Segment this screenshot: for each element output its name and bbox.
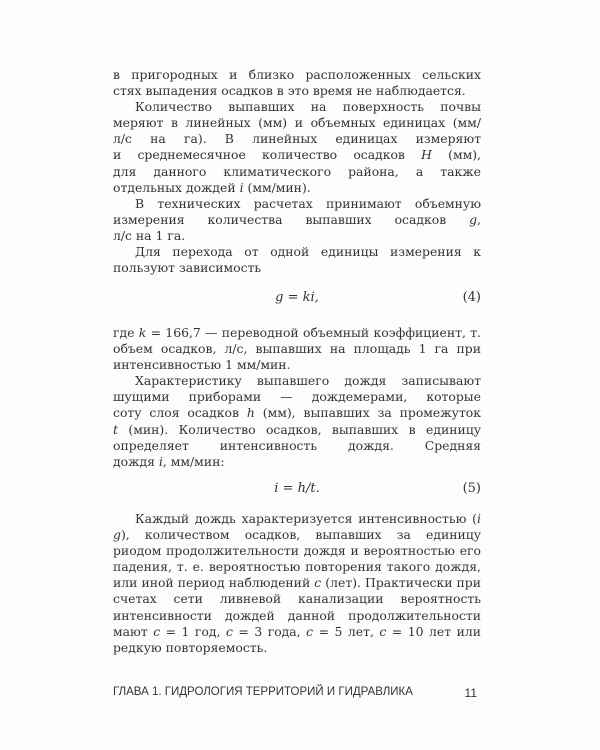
math-variable: g [113, 527, 121, 543]
text-line [113, 341, 481, 357]
text-run: = 3 года, [232, 623, 307, 639]
text-run: редкую повторяемость. [113, 639, 268, 655]
text-run: отдельных дождей [113, 179, 240, 195]
text-run: или иной период наблюдений [113, 575, 315, 591]
text-line [113, 99, 481, 115]
math-variable: h [246, 405, 255, 421]
text-line [113, 373, 481, 389]
text-line [113, 608, 481, 624]
text-line [113, 405, 481, 421]
equation-4 [113, 290, 481, 308]
text-line [113, 244, 481, 260]
text-line [113, 591, 481, 607]
text-run: = 10 лет или [391, 623, 481, 639]
text-run: Характеристику выпавшего дождя записывают [135, 373, 481, 389]
math-variable: H [421, 147, 432, 163]
text-line [113, 325, 481, 341]
text-run: пользуют зависимость [113, 260, 262, 276]
text-line [113, 511, 481, 527]
equation-number: (4) [462, 290, 481, 305]
text-line [113, 640, 481, 656]
text-run: в пригородных и близко расположенных сельских [113, 67, 481, 82]
math-variable: c [153, 623, 161, 639]
text-line [113, 543, 481, 559]
text-run: Для перехода от одной единицы измерения к [135, 244, 481, 260]
text-run: (мм/мин). [243, 179, 311, 195]
text-line [113, 422, 481, 438]
text-run: падения, т. е. вероятностью повторения такого дождя, [113, 559, 481, 575]
text-run: шущими приборами — дождемерами, которые [113, 389, 481, 405]
equation-formula: g = ki, [275, 290, 319, 305]
text-line [113, 67, 481, 83]
paragraph-block-3 [113, 511, 481, 656]
text-run: (мин). Количество осадков, выпавших в единицу [128, 421, 481, 437]
text-run: = 166,7 — переводной объемный коэффициент, т. [150, 325, 481, 340]
running-title: ГЛАВА 1. ГИДРОЛОГИЯ ТЕРРИТОРИЙ И ГИДРАВЛИКА [113, 686, 413, 698]
equation-formula: i = h/t. [274, 481, 320, 496]
text-line [113, 196, 481, 212]
text-run: (мм), [448, 147, 481, 163]
text-run: определяет интенсивность дождя. Средняя [113, 437, 481, 453]
math-variable: c [225, 623, 233, 639]
paragraph-block-1 [113, 67, 481, 276]
text-line [113, 164, 481, 180]
text-run: дождя [113, 453, 159, 469]
text-line [113, 624, 481, 640]
page-number: 11 [464, 686, 477, 700]
text-line [113, 180, 481, 196]
math-variable: c [314, 575, 322, 591]
text-run: измерения количества выпавших осадков [113, 211, 470, 227]
text-run: Количество выпавших на поверхность почвы [135, 99, 481, 115]
text-run: ), количеством осадков, выпавших за единицу [120, 527, 481, 543]
text-run: , [477, 211, 481, 227]
math-variable: g [469, 211, 478, 227]
text-run: стях выпадения осадков в это время не наблюдается. [113, 83, 466, 99]
text-run: для данного климатического района, а также [113, 163, 481, 179]
text-run: (лет). Практически при [325, 575, 481, 591]
text-run: объем осадков, л/с, выпавших на площадь 1 га при [113, 341, 481, 357]
text-line [113, 527, 481, 543]
math-variable: i [158, 453, 163, 469]
text-run: счетах сети ливневой канализации вероятность [113, 591, 481, 607]
text-line [113, 83, 481, 99]
text-line [113, 228, 481, 244]
text-run: Каждый дождь характеризуется интенсивностью ( [135, 511, 478, 526]
text-line [113, 357, 481, 373]
text-run: риодом продолжительности дождя и вероятностью его [113, 543, 481, 559]
math-variable: c [306, 623, 314, 639]
text-run: л/с на га). В линейных единицах измеряют [113, 131, 481, 147]
text-line [113, 115, 481, 131]
text-line [113, 212, 481, 228]
page-footer [113, 686, 481, 698]
text-line [113, 438, 481, 454]
math-variable: k [138, 325, 147, 340]
text-run: где [113, 325, 139, 340]
math-variable: c [379, 623, 387, 639]
text-run: интенсивностью 1 мм/мин. [113, 357, 291, 373]
text-line [113, 389, 481, 405]
text-run: , мм/мин: [162, 453, 225, 469]
text-run: л/с на 1 га. [113, 227, 186, 243]
text-line [113, 147, 481, 163]
text-line [113, 559, 481, 575]
paragraph-block-2 [113, 325, 481, 470]
text-run: интенсивности дождей данной продолжительности [113, 607, 481, 623]
text-line [113, 131, 481, 147]
text-run: и среднемесячное количество осадков [113, 147, 422, 163]
equation-number: (5) [462, 481, 481, 496]
text-run: В технических расчетах принимают объемную [135, 195, 481, 211]
text-run: = 5 лет, [313, 623, 380, 639]
text-run: меряют в линейных (мм) и объемных единицах (мм/ [113, 115, 481, 131]
math-variable: t [113, 421, 118, 437]
math-variable: i [477, 511, 481, 526]
text-line [113, 575, 481, 591]
text-line [113, 260, 481, 276]
equation-5 [113, 481, 481, 499]
text-run: = 1 год, [160, 623, 226, 639]
math-variable: i [239, 179, 244, 195]
text-run: соту слоя осадков [113, 405, 247, 421]
text-run: (мм), выпавших за промежуток [262, 405, 481, 421]
text-line [113, 454, 481, 470]
text-run: мают [113, 623, 154, 639]
